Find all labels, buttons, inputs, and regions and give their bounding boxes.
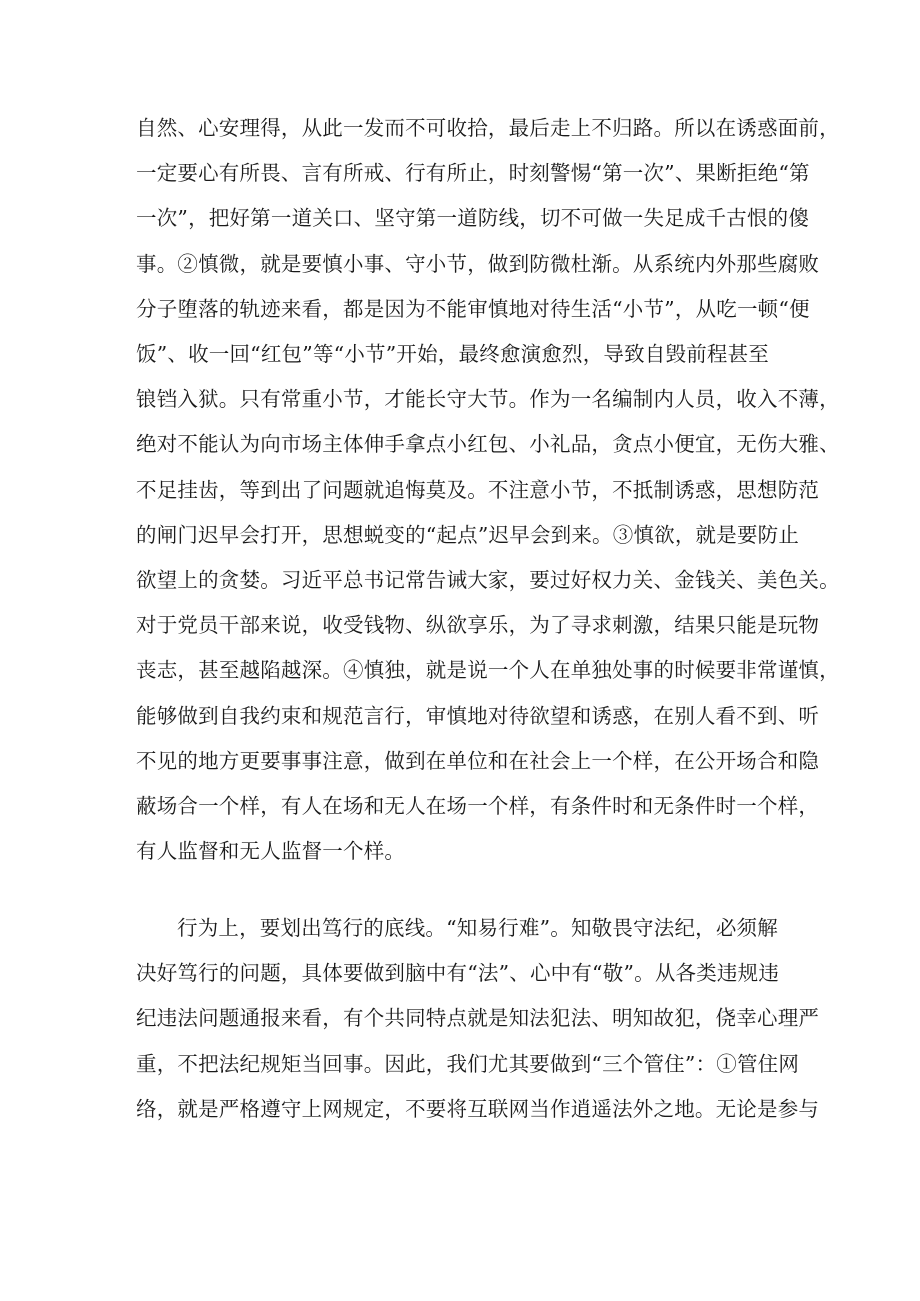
paragraph-line: 决好笃行的问题，具体要做到脑中有“法”、心中有“敬”。从各类违规违 [136,961,780,986]
paragraph-line: 的闸门迟早会打开，思想蜕变的“起点”迟早会到来。③慎欲，就是要防止 [136,522,800,547]
paragraph-line: 络，就是严格遵守上网规定，不要将互联网当作逍遥法外之地。无论是参与 [136,1096,820,1121]
paragraph-line: 一次”，把好第一道关口、坚守第一道防线，切不可做一失足成千古恨的傻 [136,206,810,231]
paragraph-line: 一定要心有所畏、言有所戒、行有所止，时刻警惕“第一次”、果断拒绝“第 [136,161,810,186]
body-paragraph-2 [136,906,820,1132]
body-paragraph-1 [136,106,840,874]
paragraph-line: 丧志，甚至越陷越深。④慎独，就是说一个人在单独处事的时候要非常谨慎， [136,658,840,683]
paragraph-line: 重，不把法纪规矩当回事。因此，我们尤其要做到“三个管住”：①管住网 [136,1051,800,1076]
paragraph-line: 能够做到自我约束和规范言行，审慎地对待欲望和诱惑，在别人看不到、听 [136,703,820,728]
paragraph-line: 有人监督和无人监督一个样。 [136,839,406,864]
paragraph-line: 饭”、收一回“红包”等“小节”开始，最终愈演愈烈，导致自毁前程甚至 [136,342,769,367]
paragraph-line-first: 行为上，要划出笃行的底线。“知易行难”。知敬畏守法纪，必须解 [177,916,778,940]
paragraph-line: 绝对不能认为向市场主体伸手拿点小红包、小礼品，贪点小便宜，无伤大雅、 [136,432,840,457]
paragraph-line: 自然、心安理得，从此一发而不可收拾，最后走上不归路。所以在诱惑面前， [136,116,840,140]
paragraph-line: 锒铛入狱。只有常重小节，才能长守大节。作为一名编制内人员，收入不薄， [136,387,840,412]
paragraph-line: 蔽场合一个样，有人在场和无人在场一个样，有条件时和无条件时一个样， [136,794,820,819]
paragraph-line: 对于党员干部来说，收受钱物、纵欲享乐，为了寻求刺激，结果只能是玩物 [136,613,820,638]
paragraph-line: 纪违法问题通报来看，有个共同特点就是知法犯法、明知故犯，侥幸心理严 [136,1006,820,1031]
paragraph-line: 分子堕落的轨迹来看，都是因为不能审慎地对待生活“小节”，从吃一顿“便 [136,296,810,321]
paragraph-line: 不见的地方更要事事注意，做到在单位和在社会上一个样，在公开场合和隐 [136,748,820,773]
paragraph-line: 事。②慎微，就是要慎小事、守小节，做到防微杜渐。从系统内外那些腐败 [136,251,820,276]
paragraph-line: 不足挂齿，等到出了问题就追悔莫及。不注意小节，不抵制诱惑，思想防范 [136,477,820,502]
paragraph-line: 欲望上的贪婪。习近平总书记常告诫大家，要过好权力关、金钱关、美色关。 [136,568,840,593]
